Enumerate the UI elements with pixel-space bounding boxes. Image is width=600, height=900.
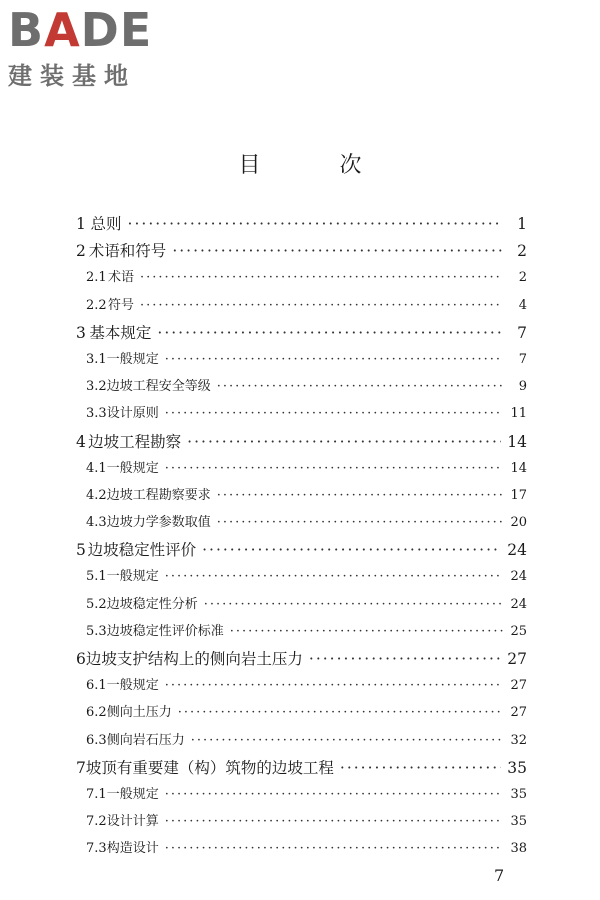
toc-entry-label: 侧向土压力 — [106, 705, 172, 721]
toc-entry-number: 4.1 — [86, 460, 107, 476]
toc-entry-label: 边坡工程安全等级 — [106, 379, 211, 395]
toc-entry-number: 3.2 — [86, 379, 107, 395]
dot-leader — [165, 352, 503, 367]
toc-entry-page: 2 — [518, 270, 527, 286]
toc-entry[interactable] — [72, 620, 527, 647]
toc-entry-page: 11 — [510, 406, 527, 422]
dot-leader — [165, 841, 503, 856]
toc-entry-page: 24 — [510, 569, 527, 585]
toc-entry-page: 7 — [517, 323, 527, 342]
table-of-contents — [72, 212, 527, 865]
toc-entry-label: 边坡力学参数取值 — [106, 515, 211, 531]
dot-leader — [165, 461, 503, 476]
toc-entry-label: 设计原则 — [106, 406, 159, 422]
toc-entry-label: 构造设计 — [106, 841, 159, 857]
toc-entry-label: 术语和符号 — [88, 242, 167, 261]
toc-entry-number: 6.1 — [86, 678, 107, 694]
dot-leader — [230, 624, 503, 639]
toc-entry-number: 6.2 — [86, 705, 107, 721]
toc-entry-page: 14 — [510, 460, 527, 476]
dot-leader — [178, 705, 503, 720]
toc-entry[interactable] — [72, 674, 527, 701]
toc-entry-number: 1 — [76, 215, 86, 233]
toc-entry[interactable] — [72, 457, 527, 484]
toc-entry-page: 17 — [510, 487, 527, 503]
dot-leader — [340, 759, 501, 777]
dot-leader — [140, 298, 503, 313]
toc-entry[interactable] — [72, 729, 527, 756]
toc-entry-label: 一般规定 — [106, 460, 159, 476]
toc-entry[interactable] — [72, 593, 527, 620]
toc-entry-number: 7.2 — [86, 814, 107, 830]
toc-entry-number: 6.3 — [86, 732, 107, 748]
toc-entry-label: 术语 — [107, 270, 134, 286]
dot-leader — [140, 270, 503, 285]
dot-leader — [157, 324, 503, 342]
toc-entry-number: 4 — [76, 432, 86, 451]
toc-entry-page: 35 — [510, 814, 527, 830]
toc-entry-label: 边坡稳定性评价 — [87, 541, 197, 560]
page-title: 目 次 — [238, 153, 398, 178]
toc-entry[interactable] — [72, 212, 527, 239]
dot-leader — [165, 787, 503, 802]
toc-entry-number: 4.2 — [86, 487, 107, 503]
toc-entry-number: 3 — [76, 323, 86, 342]
toc-entry-number: 7.1 — [86, 786, 107, 802]
toc-entry-page: 9 — [518, 379, 527, 395]
toc-entry-page: 24 — [507, 541, 527, 560]
toc-entry-page: 35 — [510, 786, 527, 802]
dot-leader — [187, 433, 501, 451]
toc-entry-label: 一般规定 — [106, 678, 159, 694]
toc-entry-number: 2.2 — [86, 297, 107, 313]
toc-entry-label: 边坡工程勘察要求 — [106, 487, 211, 503]
toc-entry[interactable] — [72, 565, 527, 592]
toc-entry-page: 1 — [517, 215, 527, 233]
toc-entry-label: 边坡稳定性评价标准 — [106, 623, 224, 639]
toc-entry-page: 7 — [518, 351, 527, 367]
toc-entry-number: 5.3 — [86, 623, 107, 639]
dot-leader — [165, 569, 503, 584]
toc-entry[interactable] — [72, 701, 527, 728]
dot-leader — [217, 379, 503, 394]
dot-leader — [217, 488, 503, 503]
toc-entry-label: 一般规定 — [106, 569, 159, 585]
toc-entry[interactable] — [72, 484, 527, 511]
dot-leader — [165, 406, 503, 421]
toc-entry[interactable] — [72, 375, 527, 402]
toc-entry[interactable] — [72, 511, 527, 538]
toc-entry-number: 7.3 — [86, 841, 107, 857]
toc-entry[interactable] — [72, 294, 527, 321]
dot-leader — [204, 597, 503, 612]
toc-entry-label: 符号 — [107, 297, 134, 313]
dot-leader — [172, 242, 503, 260]
logo-wordmark: BADE — [8, 3, 153, 57]
toc-entry-number: 5 — [76, 541, 86, 560]
dot-leader — [202, 541, 501, 559]
toc-entry-page: 27 — [507, 650, 527, 668]
dot-leader — [217, 515, 503, 530]
toc-entry-label: 总则 — [90, 215, 122, 233]
toc-entry[interactable] — [72, 430, 527, 457]
toc-entry[interactable] — [72, 647, 527, 674]
toc-entry-page: 32 — [510, 732, 527, 748]
brand-logo — [8, 4, 178, 94]
toc-entry-label: 一般规定 — [106, 786, 159, 802]
logo-subtitle: 建装基地 — [8, 62, 136, 90]
dot-leader — [191, 733, 503, 748]
toc-entry-page: 2 — [517, 242, 527, 261]
toc-entry[interactable] — [72, 402, 527, 429]
toc-entry[interactable] — [72, 321, 527, 348]
toc-entry[interactable] — [72, 348, 527, 375]
toc-entry[interactable] — [72, 837, 527, 864]
toc-entry[interactable] — [72, 783, 527, 810]
toc-entry-number: 4.3 — [86, 515, 107, 531]
dot-leader — [128, 215, 503, 233]
dot-leader — [309, 650, 501, 668]
toc-entry-number: 5.2 — [86, 596, 107, 612]
toc-entry-page: 27 — [510, 705, 527, 721]
toc-entry[interactable] — [72, 756, 527, 783]
dot-leader — [165, 814, 503, 829]
page-number: 7 — [494, 866, 505, 885]
toc-entry-label: 设计计算 — [106, 814, 159, 830]
toc-entry-page: 27 — [510, 678, 527, 694]
toc-entry-label: 坡顶有重要建（构）筑物的边坡工程 — [85, 758, 334, 777]
toc-entry-page: 20 — [510, 515, 527, 531]
toc-entry-page: 24 — [510, 596, 527, 612]
toc-entry-number: 3.3 — [86, 406, 107, 422]
toc-entry-page: 14 — [507, 432, 527, 451]
toc-entry-page: 35 — [507, 758, 527, 777]
toc-entry-label: 边坡支护结构上的侧向岩土压力 — [85, 650, 303, 668]
toc-entry-page: 38 — [510, 841, 527, 857]
toc-entry-label: 边坡工程勘察 — [88, 432, 182, 451]
toc-entry-page: 4 — [518, 297, 527, 313]
toc-entry-label: 侧向岩石压力 — [106, 732, 185, 748]
toc-entry-number: 5.1 — [86, 569, 107, 585]
toc-entry-number: 2 — [76, 242, 86, 261]
toc-entry[interactable] — [72, 239, 527, 266]
toc-entry-label: 一般规定 — [106, 351, 159, 367]
toc-entry-number: 7 — [76, 758, 86, 777]
toc-entry-number: 3.1 — [86, 351, 107, 367]
toc-entry-label: 边坡稳定性分析 — [106, 596, 198, 612]
toc-entry-number: 2.1 — [86, 270, 107, 286]
dot-leader — [165, 678, 503, 693]
toc-entry-page: 25 — [510, 623, 527, 639]
toc-entry[interactable] — [72, 538, 527, 565]
toc-entry-number: 6 — [76, 650, 86, 668]
toc-entry-label: 基本规定 — [89, 323, 152, 342]
toc-entry[interactable] — [72, 266, 527, 293]
toc-entry[interactable] — [72, 810, 527, 837]
